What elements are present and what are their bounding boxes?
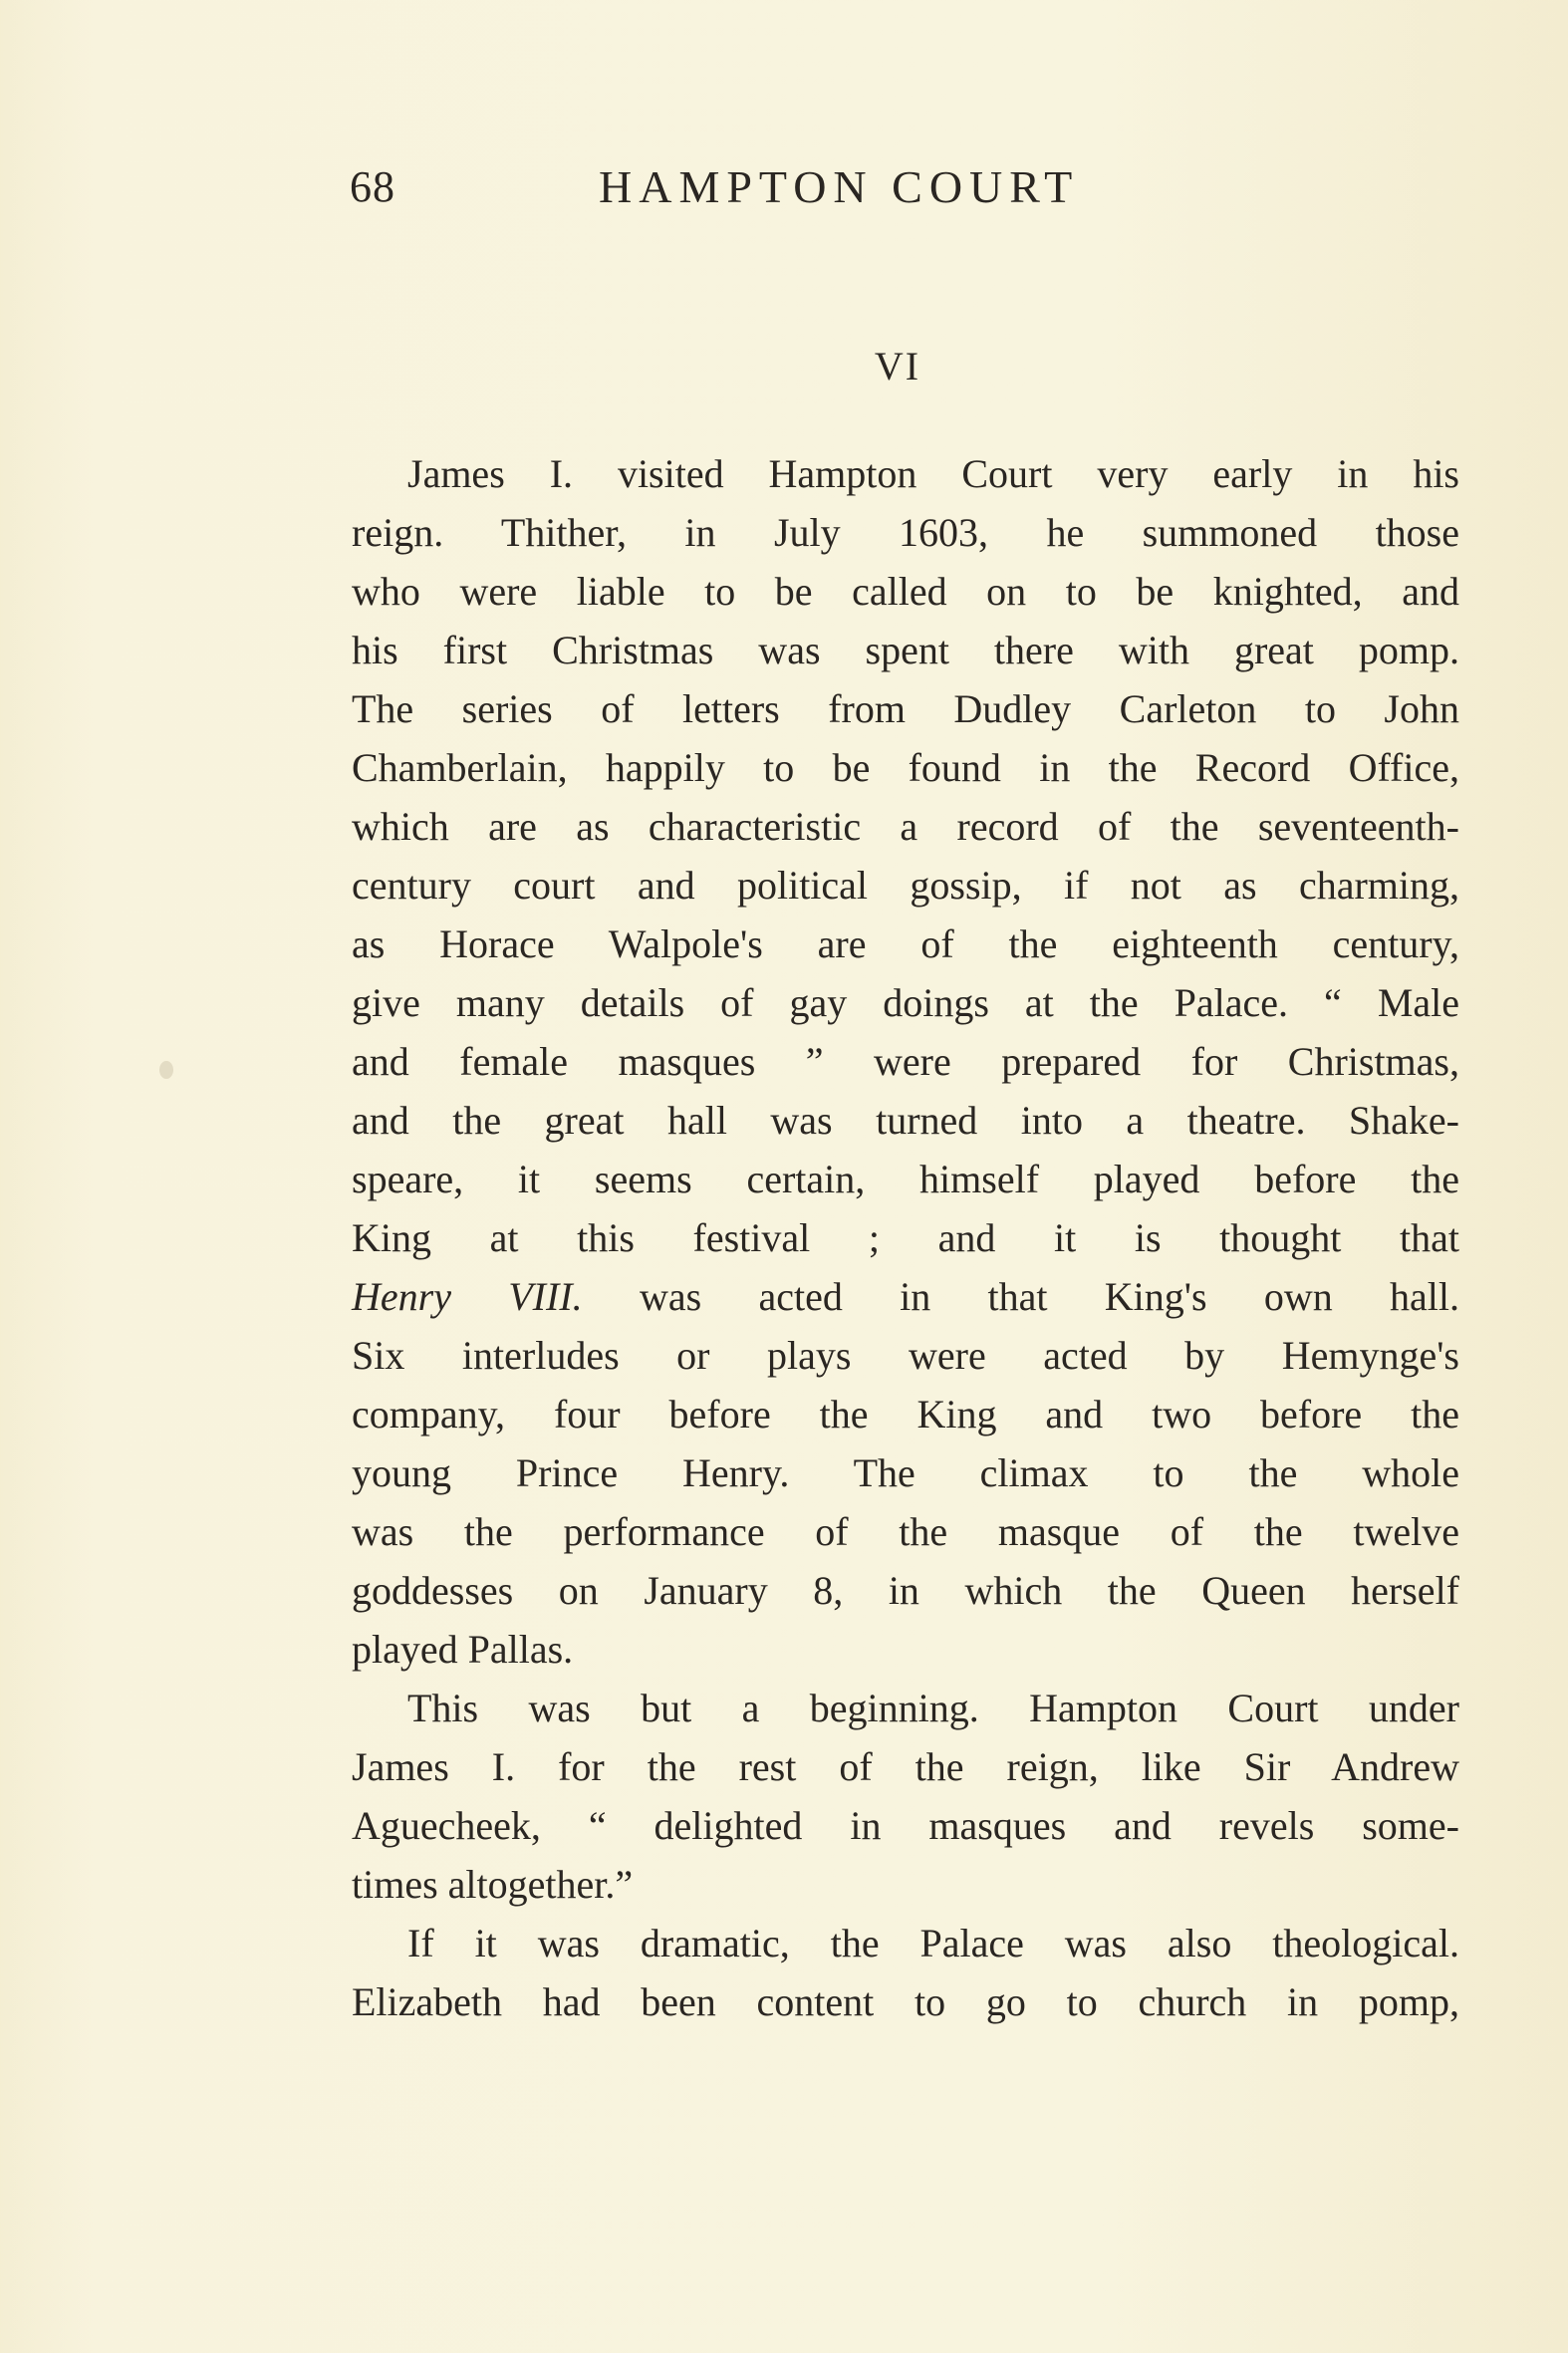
- text-line: reign. Thither, in July 1603, he summoned those: [352, 510, 1459, 555]
- text-line: and female masques ” were prepared for Christmas,: [352, 1039, 1459, 1084]
- text-line: King at this festival ; and it is thought that: [352, 1215, 1459, 1260]
- page-number: 68: [350, 162, 395, 211]
- text-line: goddesses on January 8, in which the Queen herself: [352, 1568, 1459, 1613]
- text-line: and the great hall was turned into a theatre. Shake-: [352, 1098, 1459, 1143]
- text-line: James I. for the rest of the reign, like Sir Andrew: [352, 1744, 1459, 1789]
- text-line: his first Christmas was spent there with great pomp.: [352, 628, 1459, 672]
- text-line: as Horace Walpole's are of the eighteenth century,: [352, 921, 1459, 966]
- text-line: If it was dramatic, the Palace was also theological.: [407, 1921, 1459, 1965]
- text-line: This was but a beginning. Hampton Court under: [407, 1686, 1459, 1730]
- text-line: played Pallas.: [352, 1627, 574, 1672]
- text-line: Aguecheek, “ delighted in masques and revels some-: [352, 1803, 1459, 1848]
- text-line: company, four before the King and two before the: [352, 1392, 1459, 1437]
- text-line: The series of letters from Dudley Carleton to John: [352, 686, 1459, 731]
- running-title: HAMPTON COURT: [599, 161, 1080, 212]
- text-line: James I. visited Hampton Court very early in his: [407, 451, 1459, 496]
- text-line: was the performance of the masque of the twelve: [352, 1509, 1459, 1554]
- text-line: Six interludes or plays were acted by Hemynge's: [352, 1333, 1459, 1378]
- section-heading: VI: [874, 344, 921, 389]
- paper-smudge: [159, 1061, 173, 1079]
- text-line: speare, it seems certain, himself played before the: [352, 1157, 1459, 1201]
- text-line: times altogether.”: [352, 1862, 634, 1907]
- text-line: Elizabeth had been content to go to church in pomp,: [352, 1979, 1459, 2024]
- text-line: century court and political gossip, if not as charming,: [352, 863, 1459, 908]
- text-line: young Prince Henry. The climax to the whole: [352, 1450, 1459, 1495]
- text-line: Chamberlain, happily to be found in the Record Office,: [352, 745, 1459, 790]
- italic-play-title: Henry VIII.: [352, 1274, 583, 1319]
- text-line: give many details of gay doings at the Palace. “ Male: [352, 980, 1459, 1025]
- text-line: which are as characteristic a record of the seventeenth-: [352, 804, 1459, 849]
- body-text: [352, 444, 1459, 2031]
- text-line: who were liable to be called on to be knighted, and: [352, 569, 1459, 614]
- running-head: [350, 157, 1206, 217]
- text-line-with-italic-title: [352, 1267, 1459, 1326]
- text-line-remainder: was acted in that King's own hall.: [639, 1274, 1460, 1319]
